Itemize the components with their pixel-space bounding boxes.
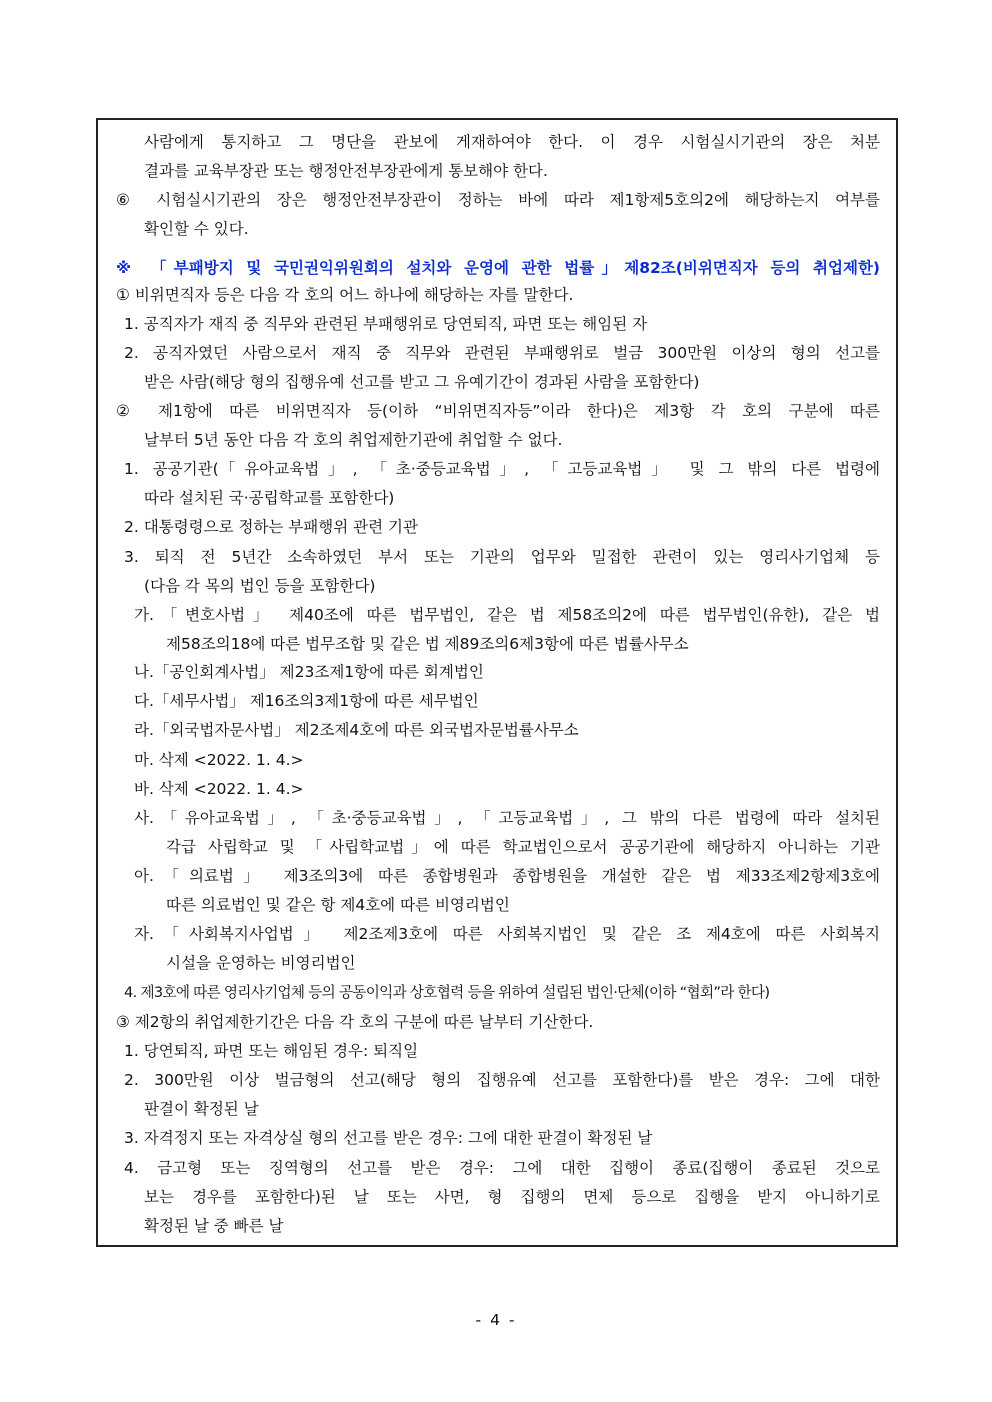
text-line: 4. 제3호에 따른 영리사기업체 등의 공동이익과 상호협력 등을 위하여 설립된 법인·단체(이하 “협회”라 한다) xyxy=(124,984,770,1001)
text-line: ① 비위면직자 등은 다음 각 호의 어느 하나에 해당하는 자를 말한다. xyxy=(116,286,574,304)
text-line: 받은 사람(해당 형의 집행유예 선고를 받고 그 유예기간이 경과된 사람을 포함한다) xyxy=(144,373,700,391)
text-line: 확인할 수 있다. xyxy=(144,220,249,238)
text-line: 사람에게 통지하고 그 명단을 관보에 게재하여야 한다. 이 경우 시험실시기관의 장은 처분 xyxy=(144,133,880,151)
text-line: 3. 자격정지 또는 자격상실 형의 선고를 받은 경우: 그에 대한 판결이 확정된 날 xyxy=(124,1129,653,1147)
text-line: 따른 의료법인 및 같은 항 제4호에 따른 비영리법인 xyxy=(166,896,510,914)
text-line: 라.「외국법자문사법」 제2조제4호에 따른 외국법자문법률사무소 xyxy=(134,721,579,739)
text-line: 1. 공직자가 재직 중 직무와 관련된 부패행위로 당연퇴직, 파면 또는 해임된 자 xyxy=(124,315,648,333)
text-line: 1. 공공기관(「유아교육법」, 「초·중등교육법」, 「고등교육법」 및 그 밖의 다른 법령에 xyxy=(124,460,880,478)
text-line: 보는 경우를 포함한다)된 날 또는 사면, 형 집행의 면제 등으로 집행을 받지 아니하기로 xyxy=(144,1188,880,1206)
text-line: 결과를 교육부장관 또는 행정안전부장관에게 통보해야 한다. xyxy=(144,162,548,180)
text-line: 판결이 확정된 날 xyxy=(144,1100,259,1118)
text-line: 나.「공인회계사법」 제23조제1항에 따른 회계법인 xyxy=(134,663,484,681)
text-line: 제58조의18에 따른 법무조합 및 같은 법 제89조의6제3항에 따른 법률사무소 xyxy=(166,635,689,653)
text-line: 1. 당연퇴직, 파면 또는 해임된 경우: 퇴직일 xyxy=(124,1042,419,1060)
text-line: 2. 공직자였던 사람으로서 재직 중 직무와 관련된 부패행위로 벌금 300만원 이상의 형의 선고를 xyxy=(124,344,880,362)
text-line: 바. 삭제 <2022. 1. 4.> xyxy=(134,780,304,798)
text-line: 각급 사립학교 및 「사립학교법」에 따른 학교법인으로서 공공기관에 해당하지 아니하는 기관 xyxy=(166,838,880,856)
section-title: ※ 「부패방지 및 국민권익위원회의 설치와 운영에 관한 법률」제82조(비위면직자 등의 취업제한) xyxy=(116,259,880,277)
text-line: 4. 금고형 또는 징역형의 선고를 받은 경우: 그에 대한 집행이 종료(집행이 종료된 것으로 xyxy=(124,1159,880,1177)
page-number: - 4 - xyxy=(475,1311,517,1329)
text-line: 2. 300만원 이상 벌금형의 선고(해당 형의 집행유예 선고를 포함한다)를 받은 경우: 그에 대한 xyxy=(124,1071,880,1089)
text-line: 2. 대통령령으로 정하는 부패행위 관련 기관 xyxy=(124,518,418,536)
text-line: 확정된 날 중 빠른 날 xyxy=(144,1217,284,1235)
text-line: 다.「세무사법」 제16조의3제1항에 따른 세무법인 xyxy=(134,692,479,710)
text-line: ② 제1항에 따른 비위면직자 등(이하 “비위면직자등”이라 한다)은 제3항 각 호의 구분에 따른 xyxy=(116,402,880,420)
text-line: 시설을 운영하는 비영리법인 xyxy=(166,954,356,972)
text-line: 사.「유아교육법」, 「초·중등교육법」, 「고등교육법」, 그 밖의 다른 법령에 따라 설치된 xyxy=(134,809,880,827)
text-line: 3. 퇴직 전 5년간 소속하였던 부서 또는 기관의 업무와 밀접한 관련이 있는 영리사기업체 등 xyxy=(124,548,880,566)
text-line: 따라 설치된 국·공립학교를 포함한다) xyxy=(144,489,395,507)
text-line: 마. 삭제 <2022. 1. 4.> xyxy=(134,751,304,769)
text-line: 가.「변호사법」 제40조에 따른 법무법인, 같은 법 제58조의2에 따른 법무법인(유한), 같은 법 xyxy=(134,606,880,624)
text-line: (다음 각 목의 법인 등을 포함한다) xyxy=(144,577,376,595)
text-line: 자.「사회복지사업법」 제2조제3호에 따른 사회복지법인 및 같은 조 제4호에 따른 사회복지 xyxy=(134,925,880,943)
text-line: ⑥ 시험실시기관의 장은 행정안전부장관이 정하는 바에 따라 제1항제5호의2에 해당하는지 여부를 xyxy=(116,191,880,209)
text-line: 날부터 5년 동안 다음 각 호의 취업제한기관에 취업할 수 없다. xyxy=(144,431,563,449)
text-line: ③ 제2항의 취업제한기간은 다음 각 호의 구분에 따른 날부터 기산한다. xyxy=(116,1013,594,1031)
text-line: 아.「의료법」 제3조의3에 따른 종합병원과 종합병원을 개설한 같은 법 제33조제2항제3호에 xyxy=(134,867,880,885)
